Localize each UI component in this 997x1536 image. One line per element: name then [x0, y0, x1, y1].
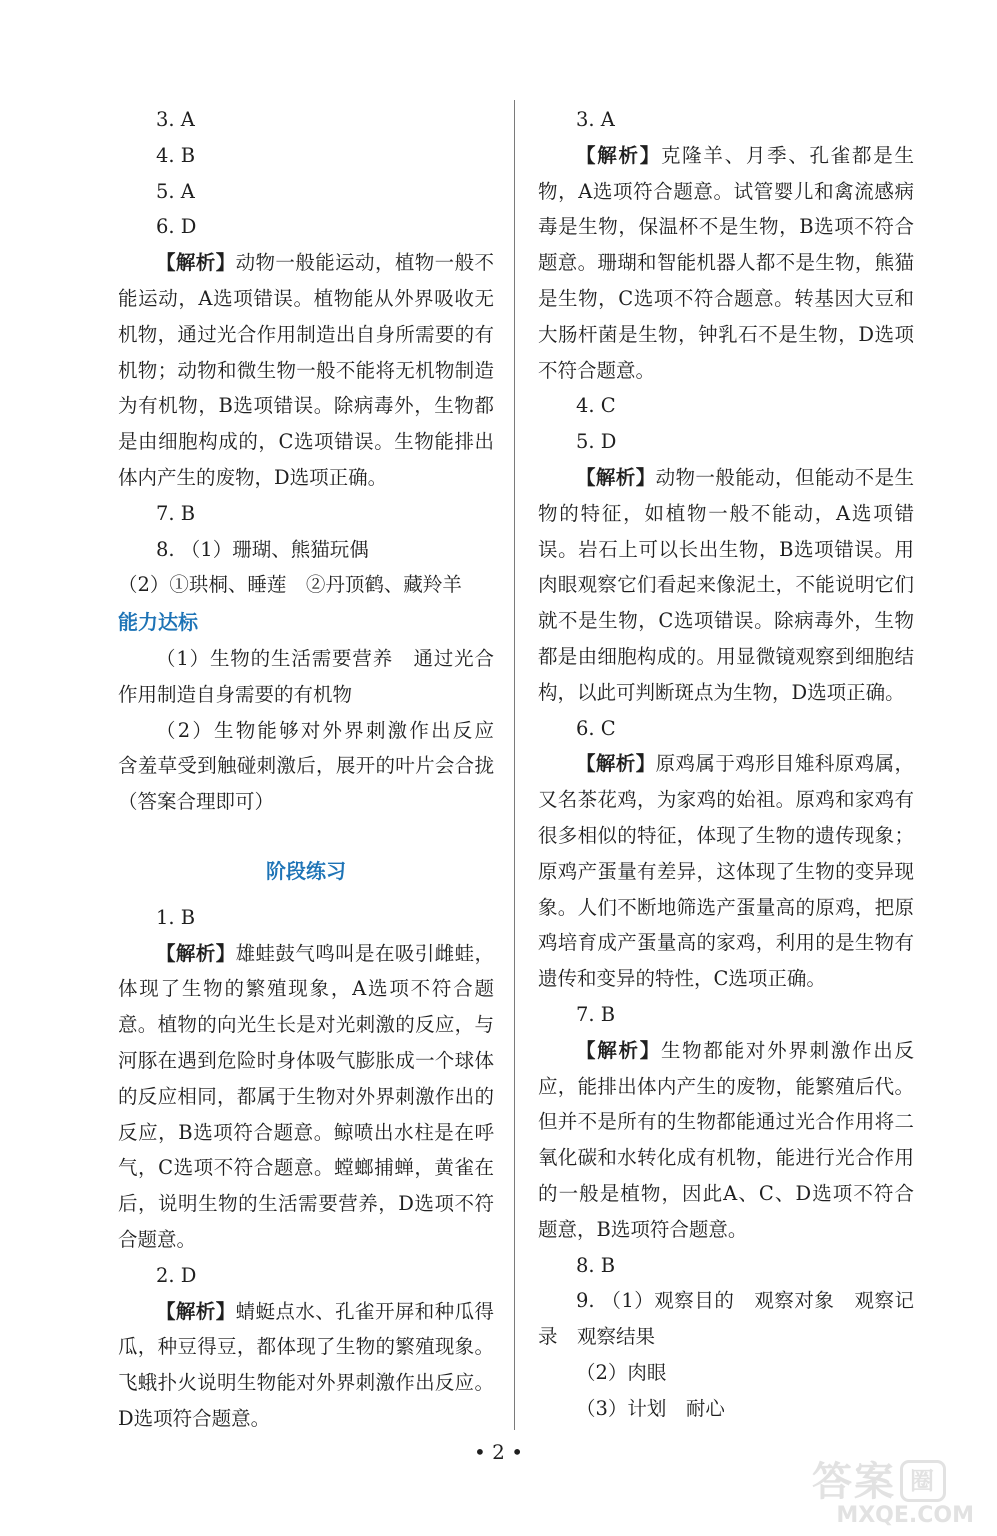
answer-line: 6. C	[576, 716, 616, 740]
analysis-paragraph	[538, 1033, 914, 1248]
left-column	[118, 102, 514, 1437]
answer-paragraph: （2）①珙桐、睡莲 ②丹顶鹤、藏羚羊	[118, 573, 462, 597]
answer-paragraph: 9. （1）观察目的 观察对象 观察记录 观察结果	[538, 1289, 914, 1349]
analysis-text: 克隆羊、月季、孔雀都是生物，A选项符合题意。试管婴儿和禽流感病毒是生物，保温杯不是生物，B选项不符合题意。珊瑚和智能机器人都不是生物，熊猫是生物，C选项不符合题意。转基因大豆和大肠杆菌是生物，钟乳石不是生物，D选项不符合题意。	[538, 143, 914, 382]
answer-line: 5. A	[156, 179, 195, 203]
analysis-paragraph	[118, 936, 494, 1258]
watermark-logo	[812, 1460, 982, 1532]
stage-answers-block	[118, 900, 494, 1437]
analysis-tag: 【解析】	[576, 143, 661, 167]
analysis-text: 生物都能对外界刺激作出反应，能排出体内产生的废物，能繁殖后代。但并不是所有的生物都能通过光合作用将二氧化碳和水转化成有机物，能进行光合作用的一般是植物，因此A、C、D选项不符合题意，B选项符合题意。	[538, 1038, 914, 1241]
column-divider	[514, 100, 515, 1430]
answer-line: 4. C	[576, 394, 616, 418]
analysis-paragraph	[118, 245, 494, 496]
analysis-tag: 【解析】	[156, 1299, 236, 1323]
answer-line: 3. A	[156, 108, 195, 131]
watermark-site: MXQE.COM	[836, 1503, 974, 1528]
page-number: • 2 •	[473, 1440, 524, 1464]
analysis-paragraph	[538, 746, 914, 997]
answer-line: （3）计划 耐心	[576, 1396, 725, 1420]
answer-line: 7. B	[576, 1002, 616, 1026]
answer-line: 3. A	[576, 108, 615, 131]
answer-line: 5. D	[576, 430, 617, 454]
analysis-text: 动物一般能运动，植物一般不能运动，A选项错误。植物能从外界吸收无机物，通过光合作用制造出自身所需要的有机物；动物和微生物一般不能将无机物制造为有机物，B选项错误。除病毒外，生物都是由细胞构成的，C选项错误。生物能排出体内产生的废物，D选项正确。	[118, 251, 494, 489]
answer-line: 1. B	[156, 905, 196, 929]
analysis-paragraph	[538, 460, 914, 711]
answer-line: 2. D	[156, 1263, 197, 1287]
analysis-text: 雄蛙鼓气鸣叫是在吸引雌蛙，体现了生物的繁殖现象，A选项不符合题意。植物的向光生长是对光刺激的反应，与河豚在遇到危险时身体吸气膨胀成一个球体的反应相同，都属于生物对外界刺激作出的反应，B选项符合题意。鲸喷出水柱是在呼气，C选项不符合题意。螳螂捕蝉，黄雀在后，说明生物的生活需要营养，D选项不符合题意。	[118, 941, 494, 1251]
answer-line: 6. D	[156, 215, 197, 239]
answer-line: （2）肉眼	[576, 1360, 667, 1384]
analysis-paragraph	[538, 138, 914, 389]
analysis-text: 动物一般能动，但能动不是生物的特征，如植物一般不能动，A选项错误。岩石上可以长出生物，B选项错误。用肉眼观察它们看起来像泥土，不能说明它们就不是生物，C选项错误。除病毒外，生物都是由细胞构成的。用显微镜观察到细胞结构，以此可判断斑点为生物，D选项正确。	[538, 465, 914, 704]
analysis-tag: 【解析】	[576, 1038, 661, 1062]
analysis-paragraph	[118, 1294, 494, 1437]
answer-paragraph: （2）生物能够对外界刺激作出反应 含羞草受到触碰刺激后，展开的叶片会合拢（答案合理即可）	[118, 718, 514, 814]
ability-heading: 能力达标	[118, 610, 198, 635]
ability-answers-block	[118, 641, 514, 820]
answer-paragraph: （1）生物的生活需要营养 通过光合作用制造自身需要的有机物	[118, 646, 494, 706]
right-answers-block	[538, 102, 914, 1426]
answer-line: 4. B	[156, 143, 196, 167]
left-answers-block	[118, 102, 494, 603]
stage-heading: 阶段练习	[266, 858, 346, 883]
answer-line: 8. B	[576, 1253, 616, 1277]
answer-line: 8. （1）珊瑚、熊猫玩偶	[156, 537, 369, 561]
analysis-tag: 【解析】	[576, 752, 656, 776]
analysis-tag: 【解析】	[156, 941, 236, 965]
right-column	[538, 102, 914, 1426]
analysis-tag: 【解析】	[156, 251, 236, 275]
analysis-text: 蜻蜓点水、孔雀开屏和种瓜得瓜，种豆得豆，都体现了生物的繁殖现象。飞蛾扑火说明生物能对外界刺激作出反应。D选项符合题意。	[118, 1299, 494, 1430]
watermark-text: 答案	[812, 1459, 896, 1505]
analysis-tag: 【解析】	[576, 465, 656, 489]
watermark-badge: 圈	[900, 1460, 946, 1502]
analysis-text: 原鸡属于鸡形目雉科原鸡属，又名茶花鸡，为家鸡的始祖。原鸡和家鸡有很多相似的特征，体现了生物的遗传现象；原鸡产蛋量有差异，这体现了生物的变异现象。人们不断地筛选产蛋量高的原鸡，把原鸡培育成产蛋量高的家鸡，利用的是生物有遗传和变异的特性，C选项正确。	[538, 752, 914, 991]
answer-line: 7. B	[156, 501, 196, 525]
